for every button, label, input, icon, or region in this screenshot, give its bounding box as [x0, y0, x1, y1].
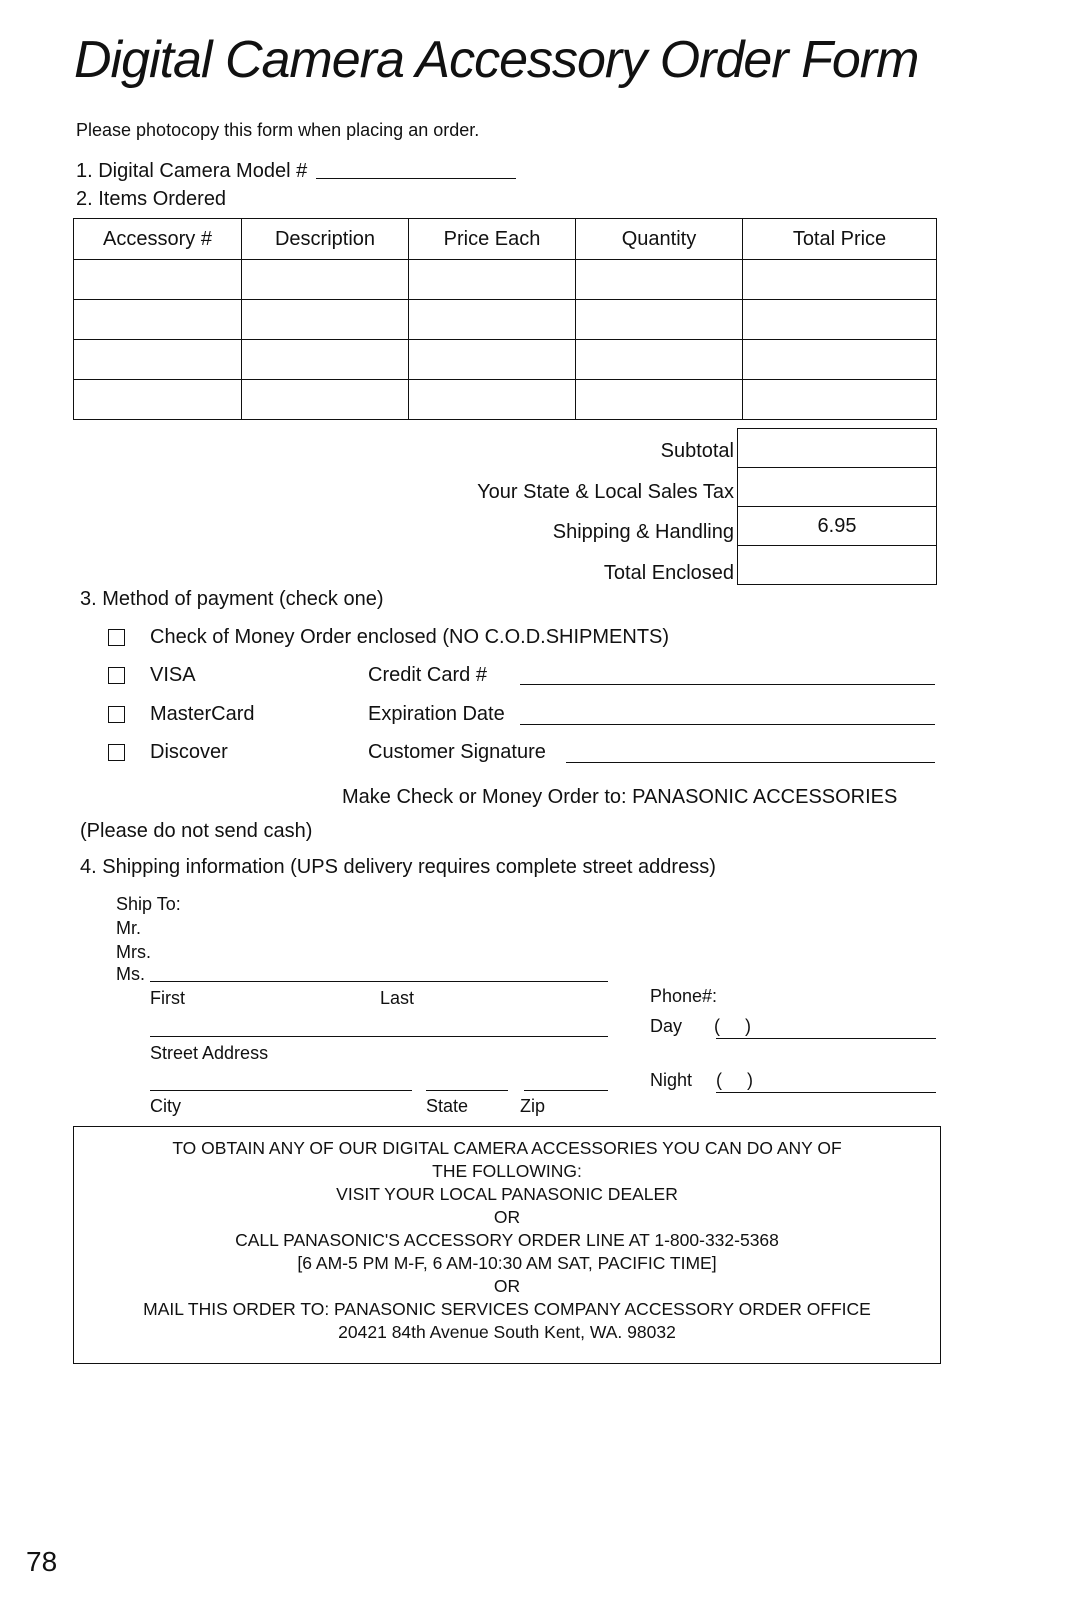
- mr-label: Mr.: [116, 918, 141, 938]
- quantity-cell[interactable]: [576, 260, 743, 300]
- col-total-price-header: Total Price: [743, 219, 937, 260]
- discover-checkbox[interactable]: [108, 744, 125, 761]
- total-price-cell[interactable]: [743, 260, 937, 300]
- total-price-cell[interactable]: [743, 380, 937, 420]
- mastercard-checkbox[interactable]: [108, 706, 125, 723]
- col-accessory-header: Accessory #: [74, 219, 242, 260]
- description-cell[interactable]: [242, 340, 409, 380]
- page-title: Digital Camera Accessory Order Form: [74, 31, 919, 89]
- sales-tax-field[interactable]: [738, 468, 937, 507]
- notice-line: TO OBTAIN ANY OF OUR DIGITAL CAMERA ACCESSORIES YOU CAN DO ANY OF: [172, 1138, 842, 1158]
- camera-model-field[interactable]: [316, 178, 516, 179]
- total-enclosed-field[interactable]: [738, 546, 937, 585]
- first-name-caption: First: [150, 988, 185, 1008]
- section-shipping-info: 4. Shipping information (UPS delivery requires complete street address): [80, 856, 716, 878]
- price-each-cell[interactable]: [409, 380, 576, 420]
- notice-line: OR: [493, 1276, 521, 1296]
- total-price-cell[interactable]: [743, 300, 937, 340]
- ordering-instructions-box: [73, 1126, 941, 1364]
- items-header-row: [74, 219, 937, 260]
- shipping-handling-label: Shipping & Handling: [552, 521, 734, 543]
- price-each-cell[interactable]: [409, 300, 576, 340]
- price-each-cell[interactable]: [409, 340, 576, 380]
- accessory-cell[interactable]: [74, 340, 242, 380]
- visa-checkbox[interactable]: [108, 667, 125, 684]
- credit-card-label: Credit Card #: [368, 664, 487, 686]
- sales-tax-label: Your State & Local Sales Tax: [477, 481, 734, 503]
- state-caption: State: [426, 1096, 469, 1116]
- expiration-date-label: Expiration Date: [368, 703, 505, 725]
- credit-card-field[interactable]: [520, 684, 935, 685]
- phone-label: Phone#:: [650, 986, 718, 1006]
- description-cell[interactable]: [242, 260, 409, 300]
- mrs-label: Mrs.: [116, 942, 151, 962]
- check-money-order-checkbox[interactable]: [108, 629, 125, 646]
- table-row: [74, 340, 937, 380]
- mail-order-line: MAIL THIS ORDER TO: PANASONIC SERVICES COMPANY ACCESSORY ORDER OFFICE: [143, 1299, 871, 1319]
- accessory-cell[interactable]: [74, 260, 242, 300]
- order-hours-line: [6 AM-5 PM M-F, 6 AM-10:30 AM SAT, PACIFIC TIME]: [297, 1253, 717, 1273]
- notice-line: OR: [493, 1207, 521, 1227]
- quantity-cell[interactable]: [576, 340, 743, 380]
- customer-signature-field[interactable]: [566, 762, 935, 763]
- state-field[interactable]: [426, 1090, 508, 1091]
- description-cell[interactable]: [242, 300, 409, 340]
- totals-table: [737, 428, 937, 585]
- day-phone-area-code[interactable]: ( ): [714, 1016, 751, 1036]
- table-row: [74, 260, 937, 300]
- mastercard-label: MasterCard: [150, 703, 255, 725]
- day-phone-field[interactable]: [716, 1038, 936, 1039]
- city-caption: City: [150, 1096, 181, 1116]
- check-money-order-label: Check of Money Order enclosed (NO C.O.D.SHIPMENTS): [150, 626, 670, 648]
- night-phone-field[interactable]: [716, 1092, 936, 1093]
- no-cash-note: (Please do not send cash): [80, 820, 313, 842]
- city-field[interactable]: [150, 1090, 412, 1091]
- notice-line: THE FOLLOWING:: [432, 1161, 582, 1181]
- shipping-handling-value: 6.95: [738, 507, 937, 546]
- night-phone-area-code[interactable]: ( ): [716, 1070, 753, 1090]
- ship-to-label: Ship To:: [116, 894, 181, 914]
- total-enclosed-label: Total Enclosed: [603, 562, 734, 584]
- section-payment-method: 3. Method of payment (check one): [80, 588, 384, 610]
- expiration-date-field[interactable]: [520, 724, 935, 725]
- quantity-cell[interactable]: [576, 300, 743, 340]
- subtotal-field[interactable]: [738, 429, 937, 468]
- zip-caption: Zip: [520, 1096, 546, 1116]
- description-cell[interactable]: [242, 380, 409, 420]
- col-quantity-header: Quantity: [576, 219, 743, 260]
- customer-signature-label: Customer Signature: [368, 741, 546, 763]
- mail-address-line: 20421 84th Avenue South Kent, WA. 98032: [338, 1322, 676, 1342]
- notice-line: VISIT YOUR LOCAL PANASONIC DEALER: [336, 1184, 678, 1204]
- accessory-cell[interactable]: [74, 300, 242, 340]
- payable-to-text: Make Check or Money Order to: PANASONIC ACCESSORIES: [342, 786, 898, 808]
- subtotal-label: Subtotal: [660, 440, 734, 462]
- day-phone-label: Day: [650, 1016, 683, 1036]
- intro-text: Please photocopy this form when placing an order.: [76, 120, 480, 140]
- discover-label: Discover: [150, 741, 228, 763]
- total-price-cell[interactable]: [743, 340, 937, 380]
- accessory-cell[interactable]: [74, 380, 242, 420]
- col-price-each-header: Price Each: [409, 219, 576, 260]
- items-table: [73, 218, 937, 420]
- last-name-caption: Last: [380, 988, 415, 1008]
- name-field[interactable]: [150, 981, 608, 982]
- price-each-cell[interactable]: [409, 260, 576, 300]
- ms-label: Ms.: [116, 964, 145, 984]
- street-address-caption: Street Address: [150, 1043, 269, 1063]
- visa-label: VISA: [150, 664, 196, 686]
- section-camera-model: 1. Digital Camera Model #: [76, 160, 308, 182]
- table-row: [74, 380, 937, 420]
- section-items-ordered: 2. Items Ordered: [76, 188, 227, 210]
- night-phone-label: Night: [650, 1070, 693, 1090]
- table-row: [74, 300, 937, 340]
- street-address-field[interactable]: [150, 1036, 608, 1037]
- zip-field[interactable]: [524, 1090, 608, 1091]
- order-phone-line: CALL PANASONIC'S ACCESSORY ORDER LINE AT 1-800-332-5368: [235, 1230, 779, 1250]
- quantity-cell[interactable]: [576, 380, 743, 420]
- col-description-header: Description: [242, 219, 409, 260]
- page-number: 78: [26, 1546, 58, 1577]
